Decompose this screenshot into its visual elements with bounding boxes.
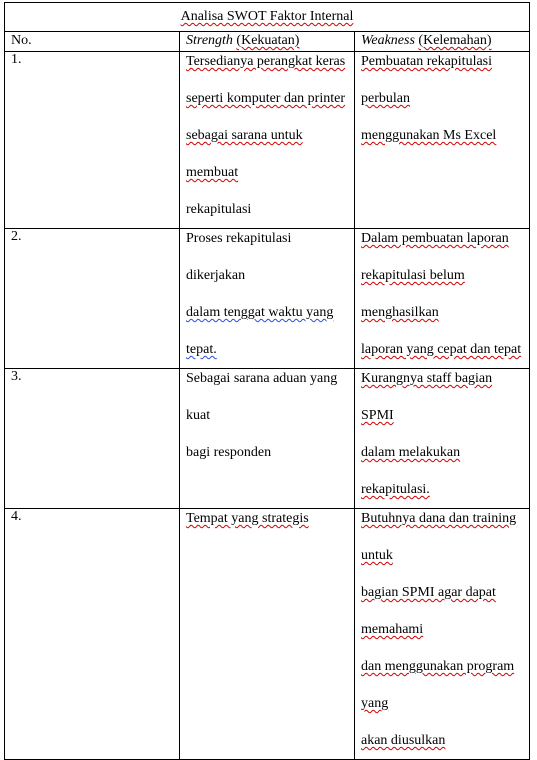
strength-cell [180, 52, 355, 229]
strength-cell [180, 369, 355, 509]
weakness-cell [355, 229, 530, 369]
table-caption-text: Analisa SWOT Faktor Internal [180, 9, 354, 24]
table-caption [5, 3, 530, 32]
weakness-cell [355, 369, 530, 509]
swot-internal-table [4, 2, 530, 760]
table-row [5, 369, 530, 509]
row-number: 2. [5, 229, 180, 369]
weakness-line: dalam melakukan rekapitulasi. [361, 445, 461, 497]
strength-line: Proses rekapitulasi dikerjakan [186, 231, 292, 283]
weakness-line: Pembuatan rekapitulasi perbulan [361, 54, 493, 106]
table-row [5, 52, 530, 229]
weakness-line: Kurangnya staff bagian SPMI [361, 371, 493, 423]
row-number: 1. [5, 52, 180, 229]
strength-line: bagi responden [186, 445, 272, 460]
weakness-line: laporan yang cepat dan tepat [361, 342, 522, 357]
header-strength-en: Strength [186, 33, 233, 48]
weakness-line: dan menggunakan program yang [361, 659, 515, 711]
row-number: 3. [5, 369, 180, 509]
header-no: No. [5, 32, 180, 52]
header-weakness-id: (Kelemahan) [418, 33, 492, 48]
strength-line: seperti komputer dan printer [186, 91, 346, 106]
strength-line: sebagai sarana untuk membuat [186, 128, 303, 180]
table-row [5, 229, 530, 369]
strength-line: Tempat yang strategis [186, 511, 309, 526]
strength-line: Tersedianya perangkat keras [186, 54, 346, 69]
weakness-line: akan diusulkan [361, 733, 446, 748]
weakness-line: Dalam pembuatan laporan [361, 231, 509, 246]
strength-line: rekapitulasi [186, 202, 252, 217]
strength-line: Sebagai sarana aduan yang kuat [186, 371, 338, 423]
strength-cell [180, 509, 355, 760]
header-weakness-en: Weakness [361, 33, 415, 48]
strength-cell [180, 229, 355, 369]
weakness-line: Butuhnya dana dan training untuk [361, 511, 517, 563]
table-row [5, 509, 530, 760]
row-number: 4. [5, 509, 180, 760]
weakness-line: menggunakan Ms Excel [361, 128, 497, 143]
strength-line: dalam tenggat waktu yang tepat. [186, 305, 334, 357]
weakness-cell [355, 52, 530, 229]
weakness-cell [355, 509, 530, 760]
header-strength-id: (Kekuatan) [236, 33, 300, 48]
weakness-line: rekapitulasi belum menghasilkan [361, 268, 465, 320]
weakness-line: bagian SPMI agar dapat memahami [361, 585, 496, 637]
